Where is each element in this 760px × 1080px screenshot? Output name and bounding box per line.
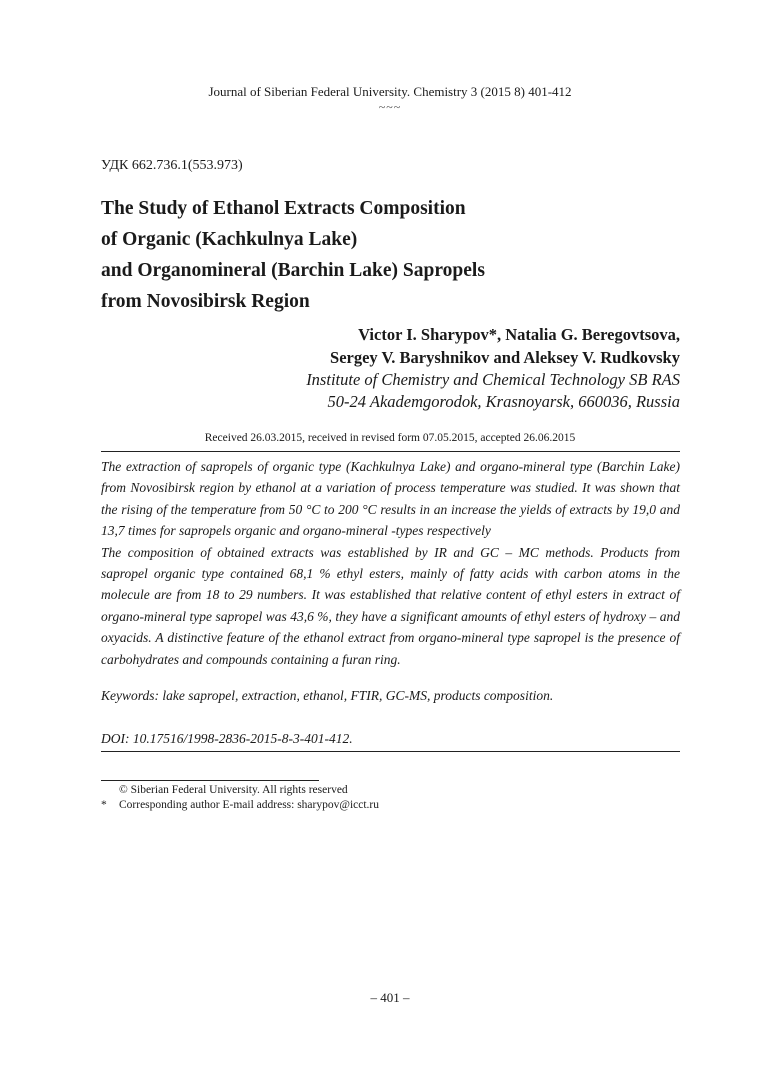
title-line: The Study of Ethanol Extracts Composition xyxy=(101,198,466,219)
footnote-corresponding xyxy=(101,798,379,813)
author-list xyxy=(330,323,680,369)
abstract-paragraph: The extraction of sapropels of organic type (Kachkulnya Lake) and organo-mineral type (Barchin Lake) from Novosibirsk region by ethanol at a variation of process temperature was studied. It was shown that the rising of the temperature from 50 °C to 200 °C results in an increase the yields of extracts by 19,0 and 13,7 times for sapropels organic and organo-mineral -types respectively xyxy=(101,459,680,539)
footnote-divider xyxy=(101,780,319,781)
page-number: – 401 – xyxy=(370,990,410,1005)
affiliation xyxy=(306,369,680,413)
doi: DOI: 10.17516/1998-2836-2015-8-3-401-412. xyxy=(101,731,353,746)
affiliation-line: Institute of Chemistry and Chemical Technology SB RAS xyxy=(306,370,680,389)
abstract xyxy=(101,456,680,670)
keywords: Keywords: lake sapropel, extraction, ethanol, FTIR, GC-MS, products composition. xyxy=(101,688,554,703)
footnote-text: Corresponding author E-mail address: sharypov@icct.ru xyxy=(119,799,380,811)
footnote-mark: * xyxy=(101,799,107,811)
author-line: Victor I. Sharypov*, Natalia G. Beregovtsova, xyxy=(358,325,680,344)
top-divider xyxy=(101,451,680,452)
footnote-mark xyxy=(101,783,119,798)
abstract-paragraph: The composition of obtained extracts was established by IR and GC – MC methods. Products from sapropel organic type contained 68,1 % ethyl esters, mainly of fatty acids with carbon atoms in the molecule are from 18 to 29 numbers. It was established that relative content of ethyl esters in extract of organo-mineral type sapropel was 43,6 %, they have a significant amounts of ethyl esters of hydroxy – and oxyacids. A distinctive feature of the ethanol extract from organo-mineral type sapropel is the presence of carbohydrates and compounds containing a furan ring. xyxy=(101,544,680,667)
bottom-divider xyxy=(101,751,680,752)
udk-code: УДК 662.736.1(553.973) xyxy=(101,158,243,173)
received-dates: Received 26.03.2015, received in revised form 07.05.2015, accepted 26.06.2015 xyxy=(204,432,576,444)
title-line: and Organomineral (Barchin Lake) Sapropels xyxy=(101,260,485,281)
title-line: of Organic (Kachkulnya Lake) xyxy=(101,229,358,250)
author-line: Sergey V. Baryshnikov and Aleksey V. Rudkovsky xyxy=(330,348,680,367)
paper-title xyxy=(101,193,561,317)
footnotes xyxy=(101,783,379,813)
journal-header: Journal of Siberian Federal University. Chemistry 3 (2015 8) 401-412 xyxy=(208,84,572,99)
title-line: from Novosibirsk Region xyxy=(101,291,310,312)
footnote-copyright xyxy=(101,783,379,798)
header-ornament: ~~~ xyxy=(378,100,402,114)
affiliation-line: 50-24 Akademgorodok, Krasnoyarsk, 660036, Russia xyxy=(327,392,680,411)
footnote-text: © Siberian Federal University. All rights reserved xyxy=(119,784,348,796)
